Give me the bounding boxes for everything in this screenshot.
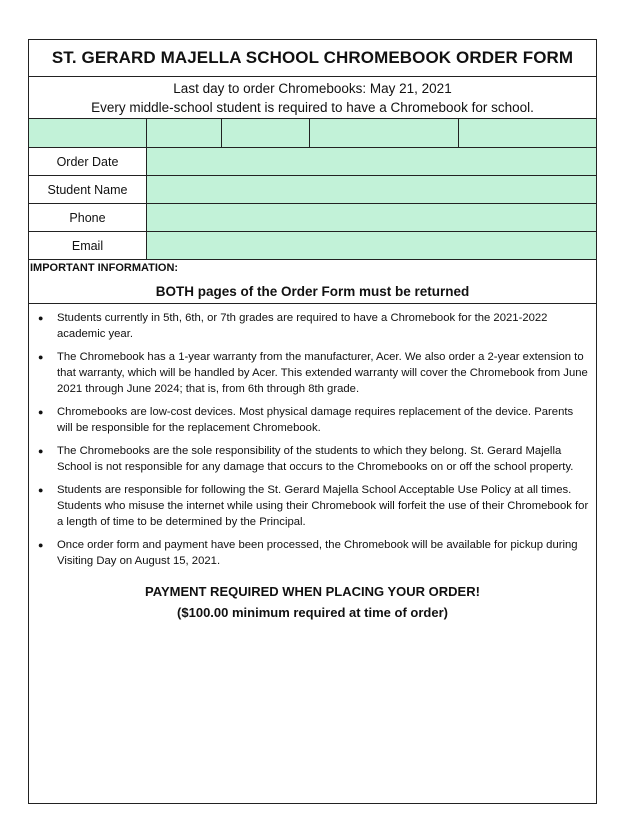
- blank-cell[interactable]: [147, 119, 222, 147]
- order-deadline: Last day to order Chromebooks: May 21, 2021: [173, 81, 452, 96]
- order-date-row: [29, 148, 596, 176]
- blank-header-row: [29, 119, 596, 148]
- payment-notice: [29, 581, 596, 623]
- phone-label: Phone: [29, 204, 147, 231]
- list-item: ● Chromebooks are low-cost devices. Most physical damage requires replacement of the device. Parents will be responsible for the replacement Chromebook.: [57, 404, 590, 436]
- list-item: ● The Chromebook has a 1-year warranty from the manufacturer, Acer. We also order a 2-year extension to that warranty, which will be handled by Acer. This extended warranty will cover the Chromebook from June 2021 through June 2024; that is, from 6th through 8th grade.: [57, 349, 590, 397]
- phone-field[interactable]: [147, 204, 596, 231]
- payment-minimum: ($100.00 minimum required at time of order): [177, 605, 448, 620]
- both-pages-note: BOTH pages of the Order Form must be returned: [29, 284, 596, 304]
- important-heading: IMPORTANT INFORMATION:: [30, 262, 179, 274]
- order-date-field[interactable]: [147, 148, 596, 175]
- blank-cell[interactable]: [459, 119, 596, 147]
- email-row: [29, 232, 596, 260]
- intro-text: [29, 77, 596, 119]
- requirement-note: Every middle-school student is required to have a Chromebook for school.: [91, 100, 534, 115]
- order-date-label: Order Date: [29, 148, 147, 175]
- list-item: ● The Chromebooks are the sole responsibility of the students to which they belong. St. Gerard Majella School is not responsible for any damage that occurs to the Chromebooks on or off the school property.: [57, 443, 590, 475]
- blank-cell[interactable]: [310, 119, 459, 147]
- phone-row: [29, 204, 596, 232]
- email-label: Email: [29, 232, 147, 259]
- list-item: ● Students are responsible for following the St. Gerard Majella School Acceptable Use Policy at all times. Students who misuse the internet while using their Chromebook will forfeit the use of their Chromebook for a length of time to be determined by the Principal.: [57, 482, 590, 530]
- student-name-label: Student Name: [29, 176, 147, 203]
- list-item: ● Once order form and payment have been processed, the Chromebook will be available for pickup during Visiting Day on August 15, 2021.: [57, 537, 590, 569]
- info-list: [29, 304, 596, 569]
- student-name-row: [29, 176, 596, 204]
- email-field[interactable]: [147, 232, 596, 259]
- form-title: ST. GERARD MAJELLA SCHOOL CHROMEBOOK ORDER FORM: [29, 40, 596, 77]
- blank-cell[interactable]: [29, 119, 147, 147]
- blank-cell[interactable]: [222, 119, 310, 147]
- list-item: ● Students currently in 5th, 6th, or 7th grades are required to have a Chromebook for the 2021-2022 academic year.: [57, 310, 590, 342]
- payment-required: PAYMENT REQUIRED WHEN PLACING YOUR ORDER!: [145, 584, 480, 599]
- student-name-field[interactable]: [147, 176, 596, 203]
- order-form: [28, 39, 597, 804]
